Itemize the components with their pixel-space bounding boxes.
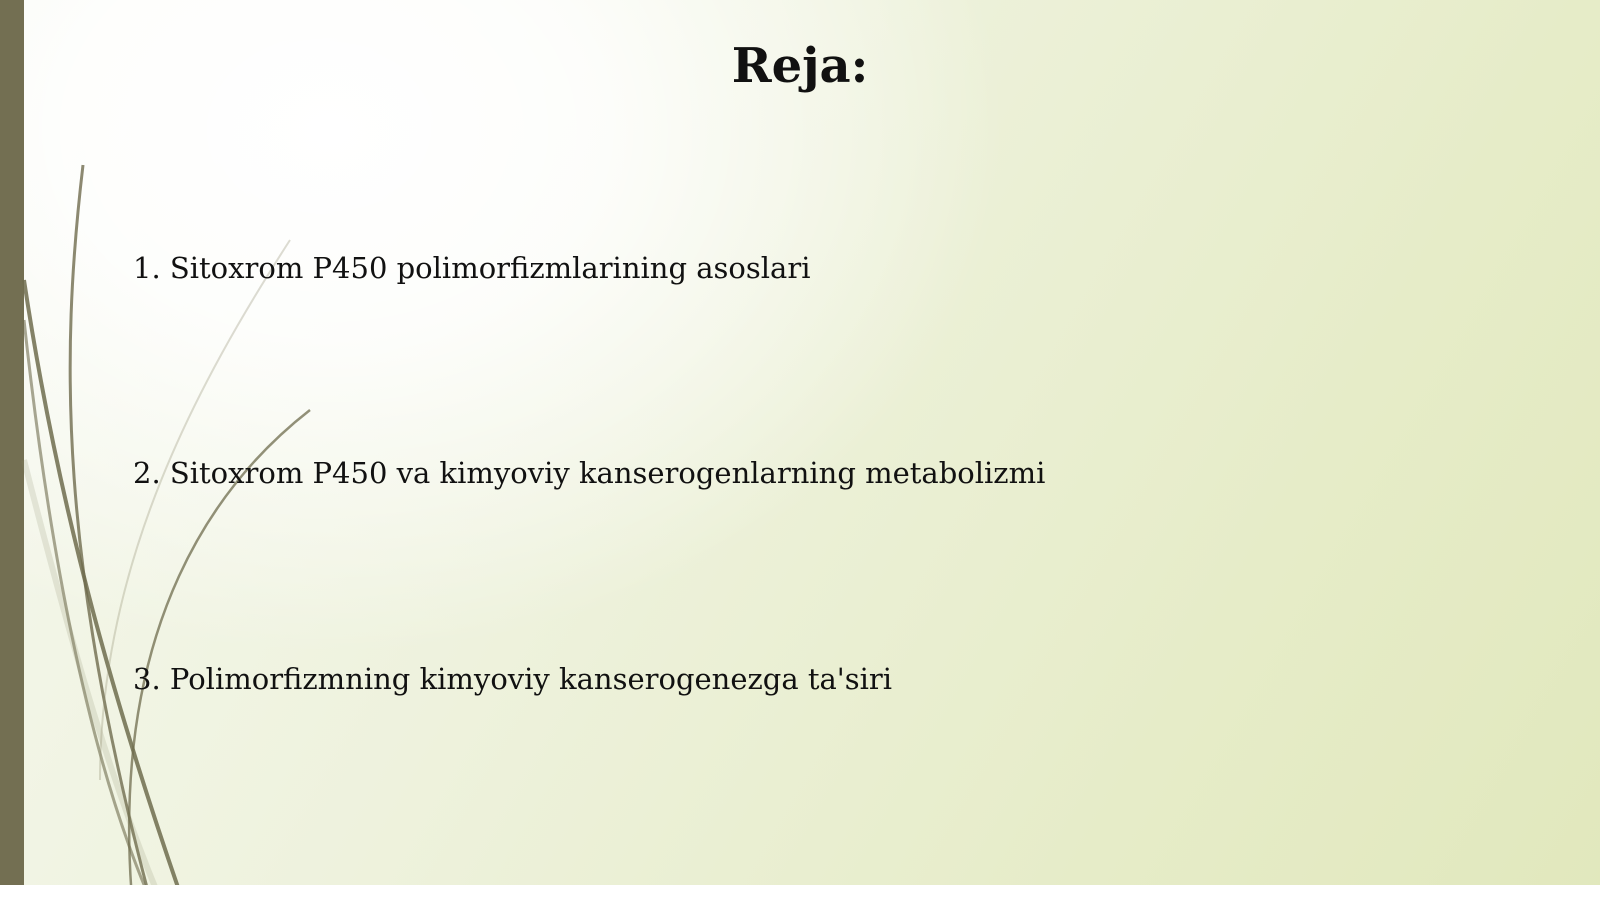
- agenda-item-2: 2. Sitoxrom P450 va kimyoviy kanserogenlarning metabolizmi: [133, 456, 1046, 490]
- agenda-item-1: 1. Sitoxrom P450 polimorfizmlarining asoslari: [133, 251, 811, 285]
- agenda-item-3: 3. Polimorfizmning kimyoviy kanserogenezga ta'siri: [133, 662, 893, 696]
- slide-title: Reja:: [731, 38, 869, 94]
- grass-blades-icon: [0, 0, 400, 899]
- slide-bottom-edge: [0, 885, 1600, 899]
